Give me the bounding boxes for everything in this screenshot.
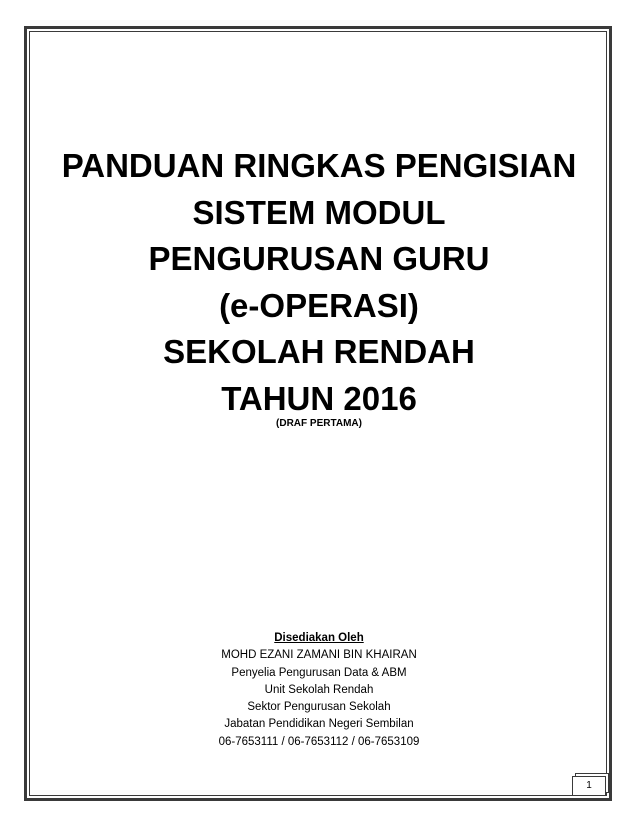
- author-unit: Unit Sekolah Rendah: [264, 683, 374, 696]
- author-name: MOHD EZANI ZAMANI BIN KHAIRAN: [221, 649, 417, 662]
- draft-label: (DRAF PERTAMA): [276, 418, 362, 429]
- author-phone: 06-7653111 / 06-7653112 / 06-7653109: [218, 735, 420, 748]
- title-line-1: PANDUAN RINGKAS PENGISIAN: [61, 147, 577, 184]
- author-sector: Sektor Pengurusan Sekolah: [247, 701, 391, 714]
- title-line-4: (e-OPERASI): [219, 286, 419, 324]
- title-line-2: SISTEM MODUL: [192, 193, 446, 231]
- page-number: 1: [572, 776, 606, 796]
- title-line-6: TAHUN 2016: [221, 379, 417, 417]
- prepared-by-block: [30, 630, 608, 751]
- author-position: Penyelia Pengurusan Data & ABM: [231, 666, 407, 679]
- author-department: Jabatan Pendidikan Negeri Sembilan: [224, 718, 414, 731]
- prepared-by-heading: Disediakan Oleh: [274, 632, 364, 644]
- title-line-3: PENGURUSAN GURU: [148, 240, 490, 277]
- title-line-5: SEKOLAH RENDAH: [163, 333, 475, 370]
- document-title: [30, 143, 608, 422]
